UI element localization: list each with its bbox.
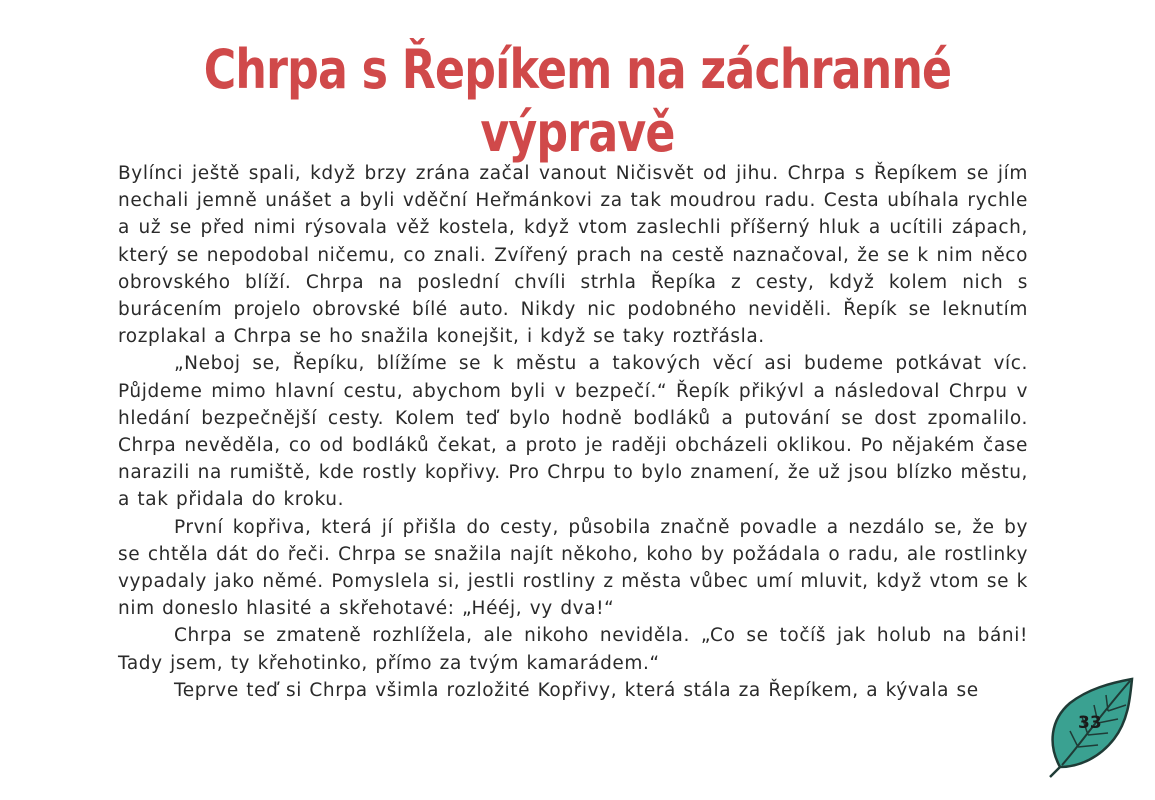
paragraph: „Neboj se, Řepíku, blížíme se k městu a takových věcí asi budeme potkávat víc. Půjdeme mimo hlavní cestu, abychom byli v bezpečí.“ Řepík přikývl a následoval Chrpu v hledání bezpečnější cesty. Kolem teď bylo hodně bodláků a putování se dost zpomalilo. Chrpa nevěděla, co od bodláků čekat, a proto je raději obcházeli oklikou. Po nějakém čase narazili na rumiště, kde rostly kopřivy. Pro Chrpu to bylo znamení, že už jsou blízko městu, a tak přidala do kroku. [118,353,1028,511]
paragraph: Teprve teď si Chrpa všimla rozložité Kopřivy, která stála za Řepíkem, a kývala se [174,679,979,701]
paragraph: První kopřiva, která jí přišla do cesty, působila značně povadle a nezdálo se, že by se chtěla dát do řeči. Chrpa se snažila najít někoho, koho by požádala o radu, ale rostlinky vypadaly jako němé. Pomyslela si, jestli rostliny z města vůbec umí mluvit, když vtom se k nim doneslo hlasité a skřehotavé: „Hééj, vy dva!“ [118,516,1028,620]
page-title: Chrpa s Řepíkem na záchranné výpravě [203,38,952,164]
paragraph: Chrpa se zmateně rozhlížela, ale nikoho neviděla. „Co se točíš jak holub na báni! Tady jsem, ty křehotinko, přímo za tvým kamarádem.“ [118,625,1028,674]
story-text [118,160,1028,704]
page-number: 33 [1078,713,1102,733]
paragraph: Bylínci ještě spali, když brzy zrána začal vanout Ničisvět od jihu. Chrpa s Řepíkem se jím nechali jemně unášet a byli vděční Heřmánkovi za tak moudrou radu. Cesta ubíhala rychle a už se před nimi rýsovala věž kostela, když vtom zaslechli příšerný hluk a ucítili zápach, který se nepodobal ničemu, co znali. Zvířený prach na cestě naznačoval, že se k nim něco obrovského blíží. Chrpa na poslední chvíli strhla Řepíka z cesty, když kolem nich s burácením projelo obrovské bílé auto. Nikdy nic podobného neviděli. Řepík se leknutím rozplakal a Chrpa se ho snažila konejšit, i když se taky roztřásla. [118,163,1028,348]
